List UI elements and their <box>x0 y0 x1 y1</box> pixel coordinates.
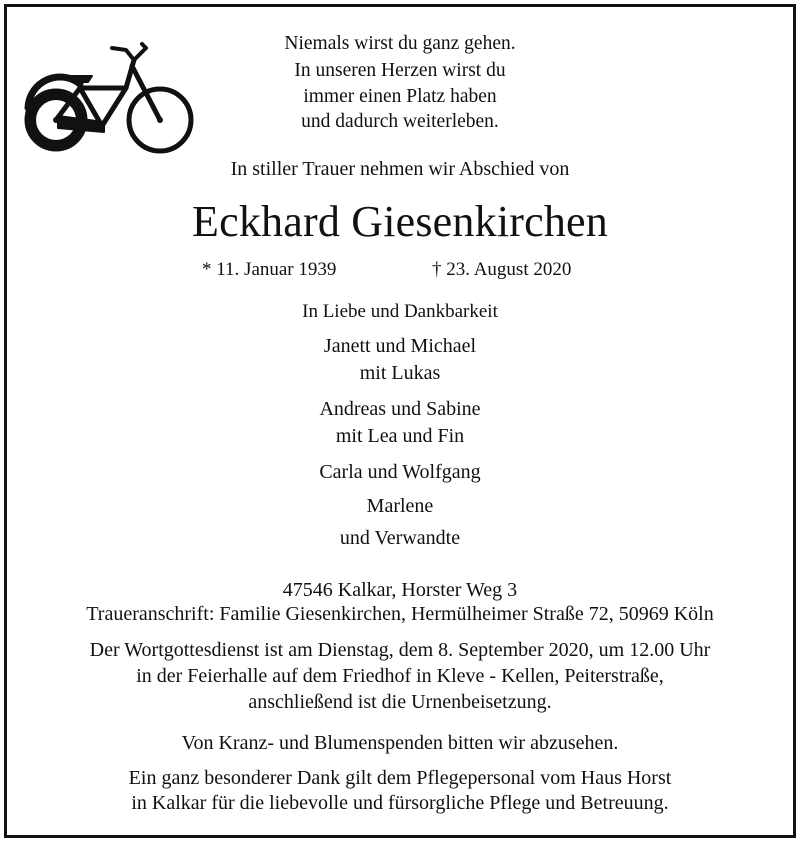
mourner-line: In Liebe und Dankbarkeit <box>302 301 498 322</box>
mourner-line: und Verwandte <box>339 527 461 549</box>
mourner-line: Carla und Wolfgang <box>319 461 481 483</box>
mourner-line: mit Lea und Fin <box>335 425 465 447</box>
deceased-name: Eckhard Giesenkirchen <box>192 197 608 246</box>
mourner-line: Andreas und Sabine <box>319 398 481 420</box>
mourner-line: mit Lukas <box>359 362 441 384</box>
verse-line: und dadurch weiterleben. <box>301 111 499 132</box>
mourner-line: Marlene <box>366 495 434 517</box>
birth-date: * 11. Januar 1939 <box>202 259 337 280</box>
thanks-line: in Kalkar für die liebevolle und fürsorgliche Pflege und Betreuung. <box>131 792 669 814</box>
verse-line: In unseren Herzen wirst du <box>294 60 506 81</box>
thanks-line: Ein ganz besonderer Dank gilt dem Pflegepersonal vom Haus Horst <box>128 767 672 789</box>
mourning-address: Traueranschrift: Familie Giesenkirchen, Hermülheimer Straße 72, 50969 Köln <box>86 603 714 625</box>
service-line: anschließend ist die Urnenbeisetzung. <box>248 691 552 713</box>
death-date: † 23. August 2020 <box>432 259 572 280</box>
verse-line: immer einen Platz haben <box>303 86 497 107</box>
residence-address: 47546 Kalkar, Horster Weg 3 <box>282 579 518 601</box>
intro-text: In stiller Trauer nehmen wir Abschied von <box>230 158 570 180</box>
flowers-note: Von Kranz- und Blumenspenden bitten wir abzusehen. <box>181 732 619 754</box>
mourner-line: Janett und Michael <box>323 335 477 357</box>
service-line: in der Feierhalle auf dem Friedhof in Kleve - Kellen, Peiterstraße, <box>136 665 664 687</box>
service-line: Der Wortgottesdienst ist am Dienstag, dem 8. September 2020, um 12.00 Uhr <box>89 639 711 661</box>
verse-line: Niemals wirst du ganz gehen. <box>284 33 516 54</box>
